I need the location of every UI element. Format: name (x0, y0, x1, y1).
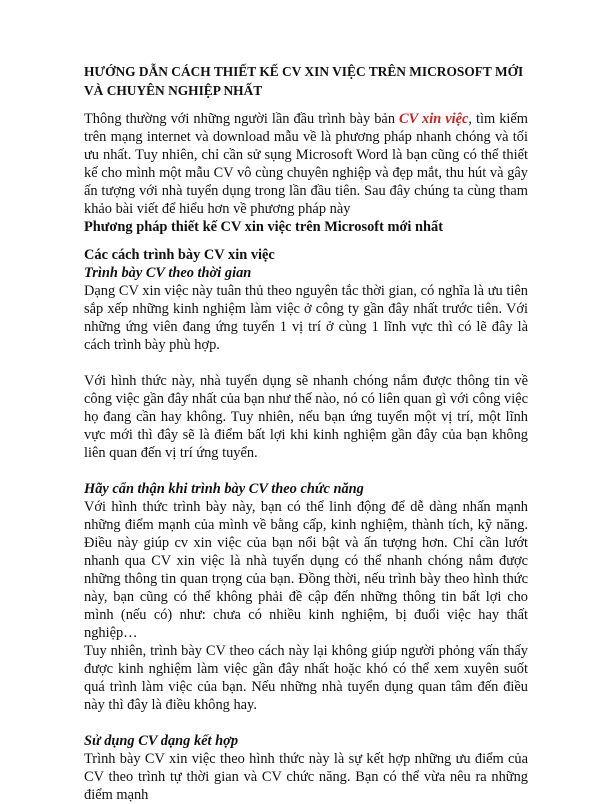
heading-combination: Sử dụng CV dạng kết hợp (84, 733, 239, 749)
subsection-heading: Các cách trình bày CV xin việc (84, 247, 275, 263)
section-heading: Phương pháp thiết kế CV xin việc trên Microsoft mới nhất (84, 219, 444, 235)
document-title (84, 62, 528, 100)
paragraph-functional-2: Tuy nhiên, trình bày CV theo cách này lại không giúp người phỏng vấn thấy được kinh nghiệm làm việc gần đây nhất hoặc khó có thể xem xuyên suốt quá trình làm việc của bạn. Nếu những nhà tuyển dụng quan tâm đến điều này thì đây là điều không hay. (84, 643, 528, 713)
cv-xin-viec-link[interactable]: CV xin việc (399, 111, 469, 127)
heading-functional: Hãy cẩn thận khi trình bày CV theo chức năng (84, 481, 364, 497)
title-line-2: VÀ CHUYÊN NGHIỆP NHẤT (84, 83, 263, 98)
paragraph-combination-1: Trình bày CV xin việc theo hình thức này là sự kết hợp những ưu điểm của CV theo trình tự thời gian và CV chức năng. Bạn có thể vừa nêu ra những điểm mạnh (84, 751, 528, 803)
heading-chronological: Trình bày CV theo thời gian (84, 265, 252, 281)
paragraph-chronological-1: Dạng CV xin việc này tuân thủ theo nguyên tắc thời gian, có nghĩa là ưu tiên sắp xếp những kinh nghiệm làm việc ở công ty gần đây nhất trước tiên. Với những ứng viên đang ứng tuyển 1 vị trí ở cùng 1 lĩnh vực thì có lẽ đây là cách trình bày phù hợp. (84, 283, 528, 353)
title-line-1: HƯỚNG DẪN CÁCH THIẾT KẾ CV XIN VIỆC TRÊN MICROSOFT MỚI (84, 64, 524, 79)
paragraph-chronological-2: Với hình thức này, nhà tuyển dụng sẽ nhanh chóng nắm được thông tin về công việc gần đây nhất của bạn như thế nào, nó có liên quan gì với công việc họ đang cần hay không. Tuy nhiên, nếu bạn ứng tuyển một vị trí, một lĩnh vực mới thì đây sẽ là điểm bất lợi khi kinh nghiệm gần đây của bạn không liên quan đến vị trí ứng tuyển. (84, 373, 528, 461)
intro-paragraph: Thông thường với những người lần đầu trình bày bản CV xin việc, tìm kiếm trên mạng internet và download mẫu về là phương pháp nhanh chóng và tối ưu nhất. Tuy nhiên, chỉ cần sử sụng Microsoft Word là bạn cũng có thể thiết kế cho mình một mẫu CV vô cùng chuyên nghiệp và đẹp mắt, thu hút và gây ấn tượng với nhà tuyển dụng trong lần đầu tiên. Sau đây chúng ta cùng tham khảo bài viết để hiểu hơn về phương pháp này (84, 111, 528, 217)
paragraph-functional-1: Với hình thức trình bày này, bạn có thể linh động để dễ dàng nhấn mạnh những điểm mạnh của mình về bằng cấp, kinh nghiệm, thành tích, kỹ năng. Điều này giúp cv xin việc của bạn nổi bật và ấn tượng hơn. Chỉ cần lướt nhanh qua CV xin việc là nhà tuyển dụng có thể nhanh chóng nắm được những thông tin quan trọng của bạn. Đồng thời, nếu trình bày theo hình thức này, bạn cũng có thể không phải đề cập đến những thông tin bất lợi cho mình (nếu có) như: chưa có nhiều kinh nghiệm, bị đuổi việc hay thất nghiệp… (84, 499, 528, 641)
